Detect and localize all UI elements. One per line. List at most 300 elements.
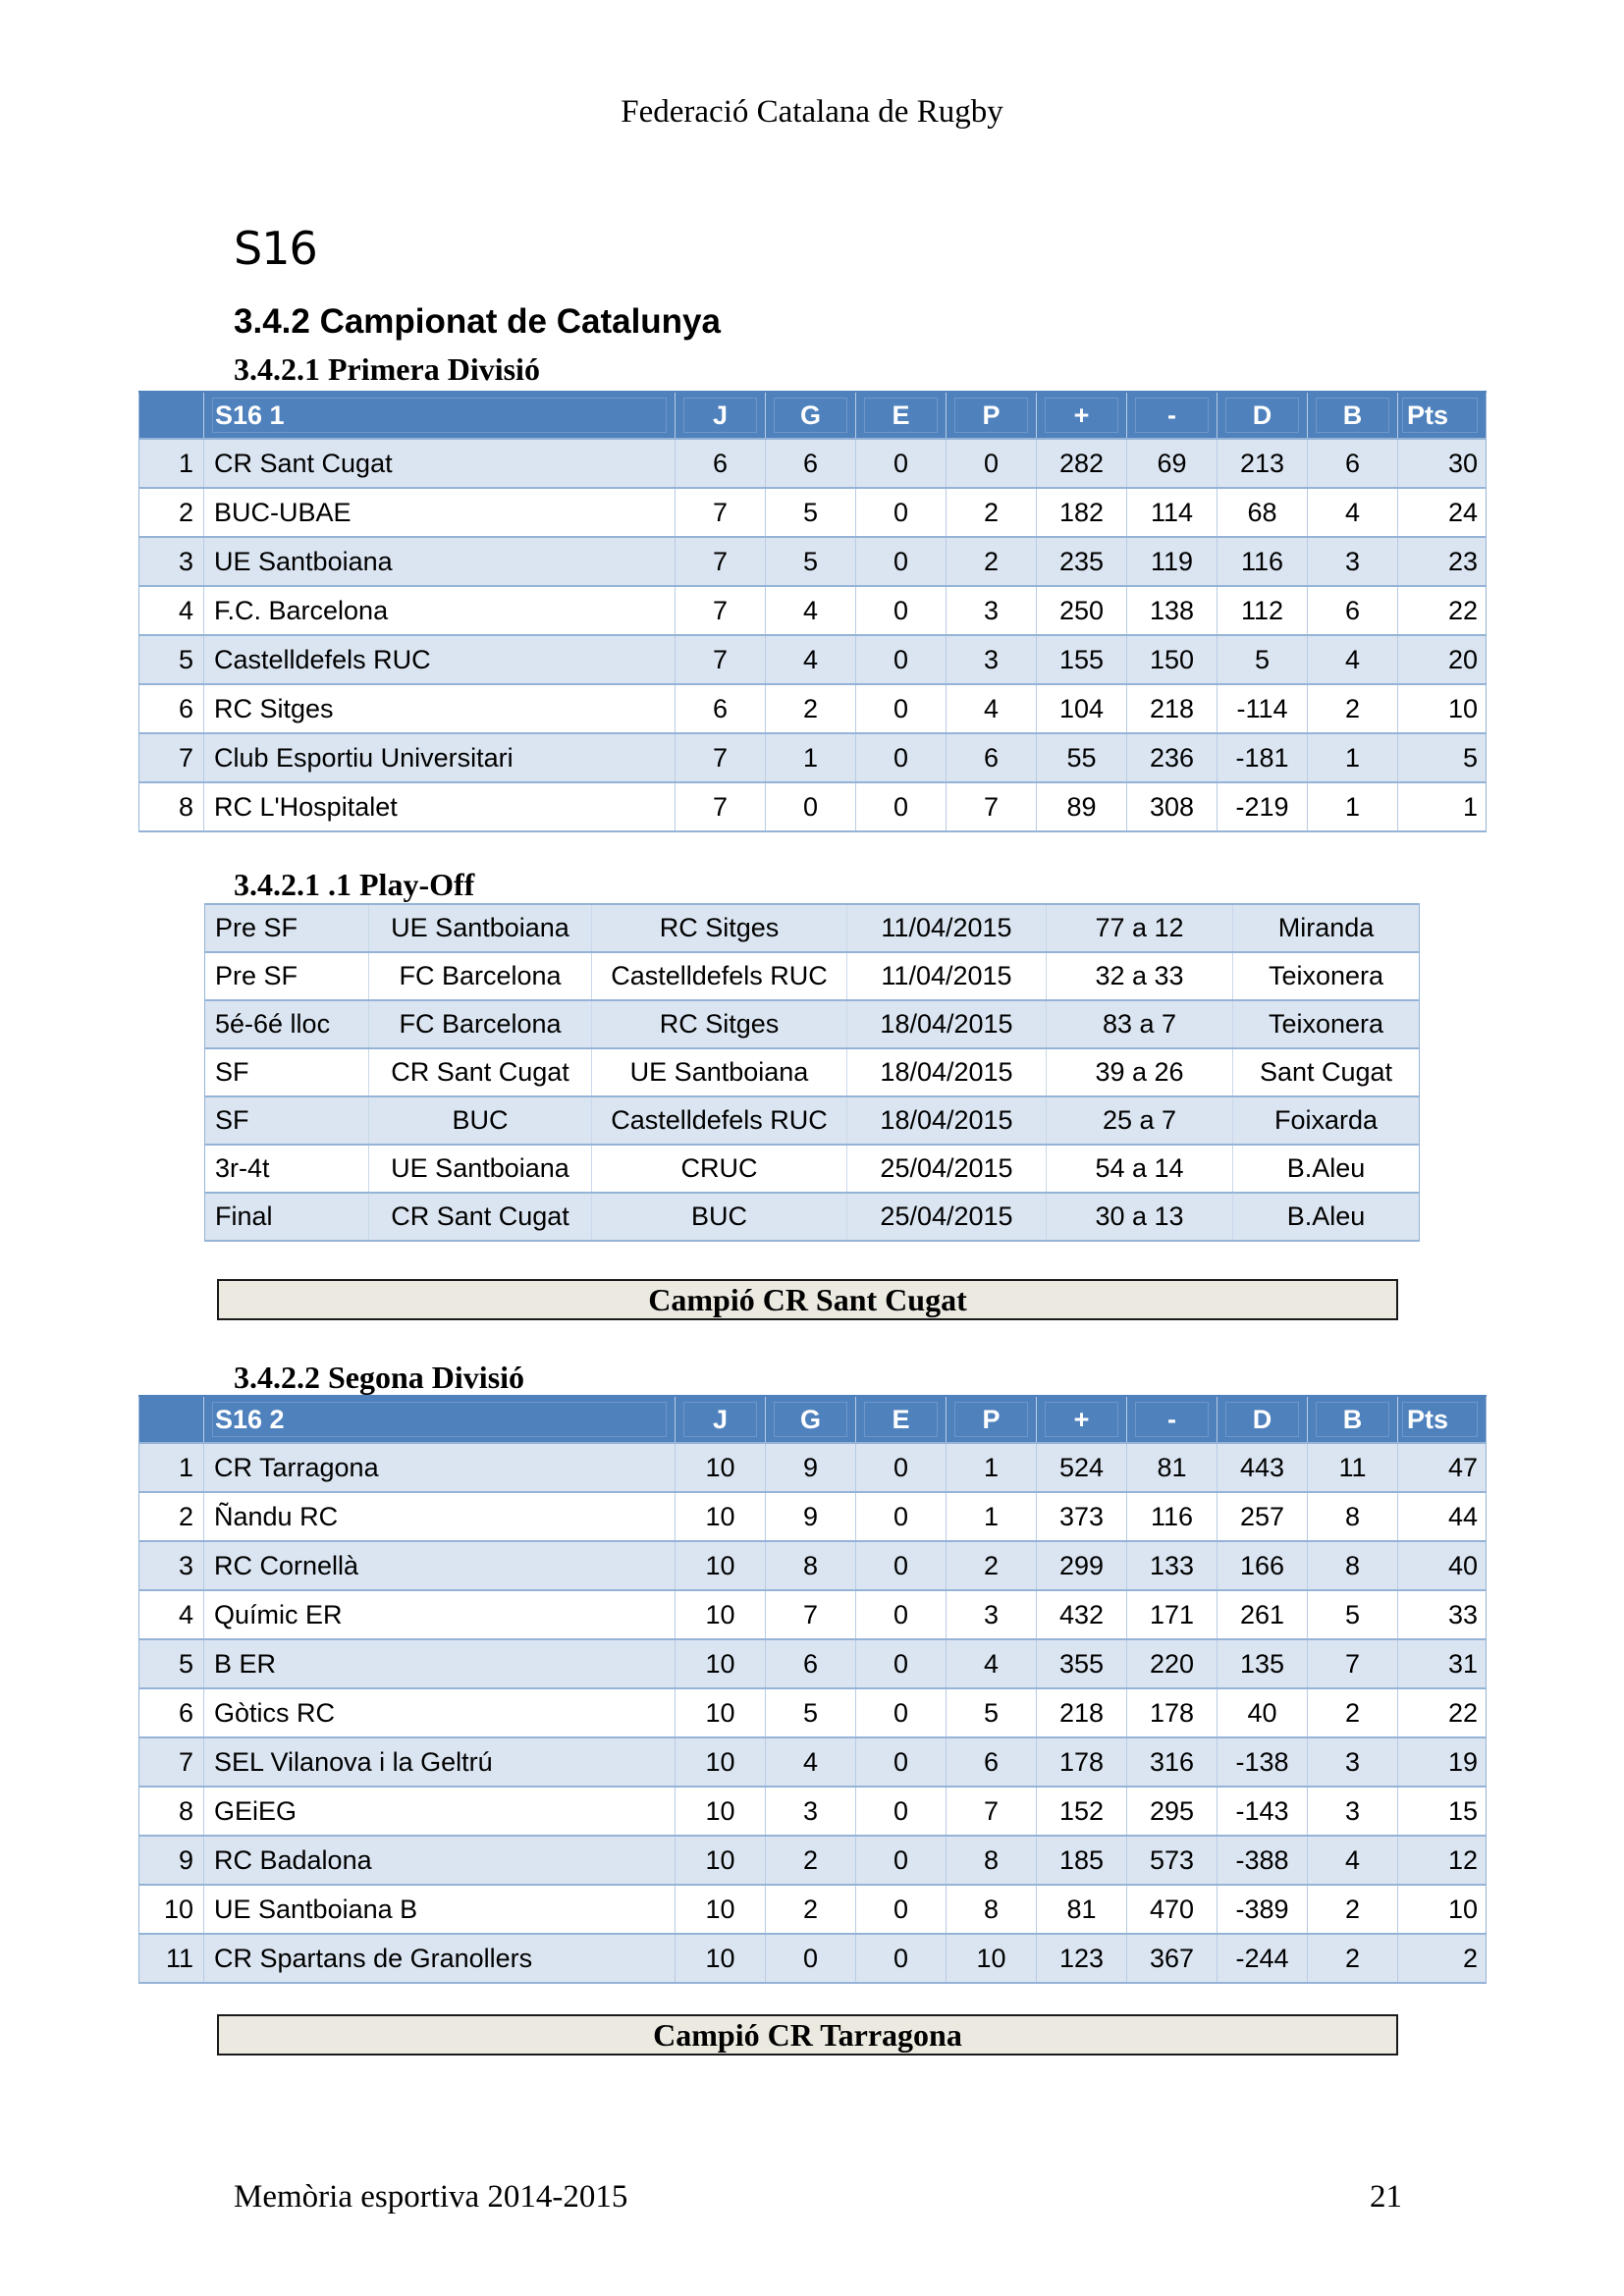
cell-bonus: 2 xyxy=(1308,1934,1398,1983)
table-row xyxy=(139,1492,1487,1541)
cell-points-against: 138 xyxy=(1127,586,1218,635)
col-won: G xyxy=(766,1396,856,1443)
cell-rank: 6 xyxy=(139,684,204,733)
cell-team: F.C. Barcelona xyxy=(204,586,676,635)
table-row xyxy=(139,733,1487,782)
col-points-for: + xyxy=(1037,1396,1127,1443)
cell-rank: 11 xyxy=(139,1934,204,1983)
cell-difference: 112 xyxy=(1218,586,1308,635)
cell-round: SF xyxy=(205,1096,369,1145)
cell-drawn: 0 xyxy=(856,1688,947,1737)
category-title: S16 xyxy=(234,222,317,275)
col-points-for: + xyxy=(1037,392,1127,439)
running-header: Federació Catalana de Rugby xyxy=(621,94,1003,130)
cell-pts: 31 xyxy=(1398,1639,1487,1688)
cell-played: 7 xyxy=(676,586,766,635)
table-row xyxy=(139,684,1487,733)
cell-date: 25/04/2015 xyxy=(847,1145,1047,1193)
cell-drawn: 0 xyxy=(856,1541,947,1590)
cell-points-for: 235 xyxy=(1037,537,1127,586)
table-row xyxy=(139,782,1487,831)
cell-played: 10 xyxy=(676,1737,766,1787)
col-team: S16 1 xyxy=(204,392,676,439)
cell-rank: 6 xyxy=(139,1688,204,1737)
cell-won: 9 xyxy=(766,1443,856,1492)
col-won: G xyxy=(766,392,856,439)
cell-team: BUC-UBAE xyxy=(204,488,676,537)
cell-points-against: 119 xyxy=(1127,537,1218,586)
cell-difference: -244 xyxy=(1218,1934,1308,1983)
cell-won: 5 xyxy=(766,1688,856,1737)
cell-bonus: 3 xyxy=(1308,1787,1398,1836)
cell-bonus: 3 xyxy=(1308,1737,1398,1787)
cell-rank: 4 xyxy=(139,1590,204,1639)
col-drawn: E xyxy=(856,392,947,439)
cell-points-for: 250 xyxy=(1037,586,1127,635)
cell-lost: 8 xyxy=(947,1836,1037,1885)
cell-played: 7 xyxy=(676,635,766,684)
col-bonus: B xyxy=(1308,392,1398,439)
cell-played: 10 xyxy=(676,1934,766,1983)
cell-won: 6 xyxy=(766,1639,856,1688)
cell-lost: 0 xyxy=(947,439,1037,488)
col-lost: P xyxy=(947,1396,1037,1443)
cell-points-for: 55 xyxy=(1037,733,1127,782)
cell-bonus: 2 xyxy=(1308,684,1398,733)
cell-points-against: 81 xyxy=(1127,1443,1218,1492)
match-row xyxy=(205,1145,1420,1193)
cell-venue: Miranda xyxy=(1233,904,1420,952)
cell-date: 18/04/2015 xyxy=(847,1048,1047,1096)
cell-drawn: 0 xyxy=(856,1787,947,1836)
cell-team: CR Tarragona xyxy=(204,1443,676,1492)
cell-pts: 47 xyxy=(1398,1443,1487,1492)
cell-team: B ER xyxy=(204,1639,676,1688)
cell-pts: 22 xyxy=(1398,586,1487,635)
cell-rank: 4 xyxy=(139,586,204,635)
cell-bonus: 6 xyxy=(1308,439,1398,488)
cell-home-team: CR Sant Cugat xyxy=(369,1193,592,1241)
cell-away-team: CRUC xyxy=(592,1145,847,1193)
cell-score: 83 a 7 xyxy=(1047,1000,1233,1048)
cell-lost: 6 xyxy=(947,733,1037,782)
cell-lost: 2 xyxy=(947,488,1037,537)
col-bonus: B xyxy=(1308,1396,1398,1443)
cell-drawn: 0 xyxy=(856,733,947,782)
cell-points-against: 236 xyxy=(1127,733,1218,782)
cell-lost: 2 xyxy=(947,537,1037,586)
cell-lost: 2 xyxy=(947,1541,1037,1590)
match-row xyxy=(205,904,1420,952)
cell-away-team: Castelldefels RUC xyxy=(592,952,847,1000)
cell-won: 5 xyxy=(766,488,856,537)
cell-bonus: 4 xyxy=(1308,635,1398,684)
cell-points-against: 69 xyxy=(1127,439,1218,488)
cell-played: 6 xyxy=(676,684,766,733)
cell-pts: 10 xyxy=(1398,1885,1487,1934)
cell-rank: 8 xyxy=(139,782,204,831)
cell-pts: 30 xyxy=(1398,439,1487,488)
cell-drawn: 0 xyxy=(856,1836,947,1885)
cell-round: Final xyxy=(205,1193,369,1241)
cell-home-team: BUC xyxy=(369,1096,592,1145)
champion-banner-segona: Campió CR Tarragona xyxy=(217,2014,1398,2056)
table-row xyxy=(139,1737,1487,1787)
table-row xyxy=(139,1639,1487,1688)
cell-team: GEiEG xyxy=(204,1787,676,1836)
cell-lost: 3 xyxy=(947,635,1037,684)
table-row xyxy=(139,1885,1487,1934)
cell-difference: 5 xyxy=(1218,635,1308,684)
cell-lost: 5 xyxy=(947,1688,1037,1737)
cell-drawn: 0 xyxy=(856,782,947,831)
cell-pts: 12 xyxy=(1398,1836,1487,1885)
match-row xyxy=(205,1000,1420,1048)
cell-pts: 22 xyxy=(1398,1688,1487,1737)
cell-points-for: 123 xyxy=(1037,1934,1127,1983)
cell-points-for: 178 xyxy=(1037,1737,1127,1787)
cell-drawn: 0 xyxy=(856,1443,947,1492)
cell-played: 10 xyxy=(676,1443,766,1492)
cell-won: 4 xyxy=(766,586,856,635)
col-pts: Pts xyxy=(1398,392,1487,439)
col-points-against: - xyxy=(1127,1396,1218,1443)
cell-score: 54 a 14 xyxy=(1047,1145,1233,1193)
cell-venue: Sant Cugat xyxy=(1233,1048,1420,1096)
cell-bonus: 5 xyxy=(1308,1590,1398,1639)
section-title: 3.4.2 Campionat de Catalunya xyxy=(234,302,721,341)
cell-played: 10 xyxy=(676,1836,766,1885)
cell-home-team: FC Barcelona xyxy=(369,952,592,1000)
cell-bonus: 6 xyxy=(1308,586,1398,635)
cell-drawn: 0 xyxy=(856,537,947,586)
cell-drawn: 0 xyxy=(856,1492,947,1541)
cell-lost: 7 xyxy=(947,782,1037,831)
cell-away-team: RC Sitges xyxy=(592,904,847,952)
cell-bonus: 8 xyxy=(1308,1541,1398,1590)
table-row xyxy=(139,488,1487,537)
cell-difference: -388 xyxy=(1218,1836,1308,1885)
cell-pts: 40 xyxy=(1398,1541,1487,1590)
cell-venue: Teixonera xyxy=(1233,952,1420,1000)
cell-lost: 4 xyxy=(947,684,1037,733)
table-row xyxy=(139,439,1487,488)
footer-title: Memòria esportiva 2014-2015 xyxy=(234,2179,628,2215)
col-pts: Pts xyxy=(1398,1396,1487,1443)
cell-away-team: UE Santboiana xyxy=(592,1048,847,1096)
cell-home-team: CR Sant Cugat xyxy=(369,1048,592,1096)
cell-bonus: 11 xyxy=(1308,1443,1398,1492)
cell-score: 39 a 26 xyxy=(1047,1048,1233,1096)
cell-team: RC L'Hospitalet xyxy=(204,782,676,831)
cell-difference: -181 xyxy=(1218,733,1308,782)
cell-lost: 1 xyxy=(947,1443,1037,1492)
cell-difference: 40 xyxy=(1218,1688,1308,1737)
table-row xyxy=(139,1443,1487,1492)
cell-pts: 23 xyxy=(1398,537,1487,586)
cell-team: UE Santboiana B xyxy=(204,1885,676,1934)
cell-rank: 5 xyxy=(139,1639,204,1688)
cell-played: 7 xyxy=(676,733,766,782)
table-row xyxy=(139,1934,1487,1983)
cell-lost: 3 xyxy=(947,1590,1037,1639)
cell-points-for: 373 xyxy=(1037,1492,1127,1541)
primera-divisio-table xyxy=(138,391,1487,832)
cell-lost: 7 xyxy=(947,1787,1037,1836)
cell-difference: -114 xyxy=(1218,684,1308,733)
cell-team: Gòtics RC xyxy=(204,1688,676,1737)
cell-points-against: 116 xyxy=(1127,1492,1218,1541)
cell-difference: 135 xyxy=(1218,1639,1308,1688)
cell-score: 32 a 33 xyxy=(1047,952,1233,1000)
cell-difference: 166 xyxy=(1218,1541,1308,1590)
cell-venue: B.Aleu xyxy=(1233,1145,1420,1193)
cell-date: 18/04/2015 xyxy=(847,1096,1047,1145)
cell-won: 0 xyxy=(766,1934,856,1983)
cell-pts: 5 xyxy=(1398,733,1487,782)
cell-points-against: 308 xyxy=(1127,782,1218,831)
cell-bonus: 4 xyxy=(1308,488,1398,537)
cell-round: Pre SF xyxy=(205,952,369,1000)
cell-won: 3 xyxy=(766,1787,856,1836)
match-row xyxy=(205,1096,1420,1145)
cell-won: 5 xyxy=(766,537,856,586)
cell-played: 7 xyxy=(676,488,766,537)
cell-pts: 15 xyxy=(1398,1787,1487,1836)
cell-rank: 3 xyxy=(139,537,204,586)
cell-team: Castelldefels RUC xyxy=(204,635,676,684)
cell-won: 4 xyxy=(766,635,856,684)
col-lost: P xyxy=(947,392,1037,439)
cell-played: 6 xyxy=(676,439,766,488)
cell-bonus: 1 xyxy=(1308,733,1398,782)
cell-pts: 33 xyxy=(1398,1590,1487,1639)
table-header-row xyxy=(139,1396,1487,1443)
cell-points-against: 114 xyxy=(1127,488,1218,537)
table-row xyxy=(139,1787,1487,1836)
cell-won: 1 xyxy=(766,733,856,782)
cell-team: CR Spartans de Granollers xyxy=(204,1934,676,1983)
cell-drawn: 0 xyxy=(856,1737,947,1787)
cell-pts: 10 xyxy=(1398,684,1487,733)
cell-drawn: 0 xyxy=(856,439,947,488)
cell-difference: 116 xyxy=(1218,537,1308,586)
cell-lost: 6 xyxy=(947,1737,1037,1787)
cell-won: 9 xyxy=(766,1492,856,1541)
cell-played: 7 xyxy=(676,537,766,586)
cell-drawn: 0 xyxy=(856,1885,947,1934)
cell-pts: 20 xyxy=(1398,635,1487,684)
cell-date: 25/04/2015 xyxy=(847,1193,1047,1241)
cell-rank: 1 xyxy=(139,439,204,488)
cell-difference: -138 xyxy=(1218,1737,1308,1787)
cell-points-against: 171 xyxy=(1127,1590,1218,1639)
cell-points-against: 178 xyxy=(1127,1688,1218,1737)
table-row xyxy=(139,586,1487,635)
cell-date: 11/04/2015 xyxy=(847,904,1047,952)
cell-team: RC Cornellà xyxy=(204,1541,676,1590)
cell-difference: -389 xyxy=(1218,1885,1308,1934)
cell-drawn: 0 xyxy=(856,1590,947,1639)
segona-divisio-heading: 3.4.2.2 Segona Divisió xyxy=(234,1360,525,1395)
primera-divisio-heading: 3.4.2.1 Primera Divisió xyxy=(234,351,540,387)
cell-points-against: 470 xyxy=(1127,1885,1218,1934)
cell-rank: 3 xyxy=(139,1541,204,1590)
cell-rank: 10 xyxy=(139,1885,204,1934)
cell-lost: 3 xyxy=(947,586,1037,635)
cell-rank: 7 xyxy=(139,733,204,782)
cell-drawn: 0 xyxy=(856,1639,947,1688)
cell-drawn: 0 xyxy=(856,684,947,733)
cell-venue: Foixarda xyxy=(1233,1096,1420,1145)
cell-pts: 19 xyxy=(1398,1737,1487,1787)
cell-played: 10 xyxy=(676,1688,766,1737)
cell-rank: 2 xyxy=(139,488,204,537)
table-row xyxy=(139,537,1487,586)
cell-played: 7 xyxy=(676,782,766,831)
cell-points-for: 185 xyxy=(1037,1836,1127,1885)
cell-pts: 44 xyxy=(1398,1492,1487,1541)
cell-team: RC Badalona xyxy=(204,1836,676,1885)
cell-team: Químic ER xyxy=(204,1590,676,1639)
cell-difference: 261 xyxy=(1218,1590,1308,1639)
cell-bonus: 4 xyxy=(1308,1836,1398,1885)
playoff-table xyxy=(204,903,1420,1242)
cell-played: 10 xyxy=(676,1885,766,1934)
cell-round: 3r-4t xyxy=(205,1145,369,1193)
cell-team: SEL Vilanova i la Geltrú xyxy=(204,1737,676,1787)
playoff-heading: 3.4.2.1 .1 Play-Off xyxy=(234,867,475,902)
table-row xyxy=(139,1590,1487,1639)
cell-away-team: Castelldefels RUC xyxy=(592,1096,847,1145)
cell-bonus: 3 xyxy=(1308,537,1398,586)
cell-played: 10 xyxy=(676,1639,766,1688)
cell-rank: 5 xyxy=(139,635,204,684)
cell-drawn: 0 xyxy=(856,488,947,537)
table-row xyxy=(139,1836,1487,1885)
col-rank xyxy=(139,1396,204,1443)
cell-bonus: 2 xyxy=(1308,1688,1398,1737)
cell-points-against: 367 xyxy=(1127,1934,1218,1983)
cell-points-for: 432 xyxy=(1037,1590,1127,1639)
cell-pts: 24 xyxy=(1398,488,1487,537)
cell-rank: 1 xyxy=(139,1443,204,1492)
cell-score: 25 a 7 xyxy=(1047,1096,1233,1145)
cell-points-against: 133 xyxy=(1127,1541,1218,1590)
cell-points-for: 81 xyxy=(1037,1885,1127,1934)
cell-difference: -219 xyxy=(1218,782,1308,831)
cell-drawn: 0 xyxy=(856,1934,947,1983)
col-difference: D xyxy=(1218,392,1308,439)
col-played: J xyxy=(676,392,766,439)
col-drawn: E xyxy=(856,1396,947,1443)
cell-bonus: 2 xyxy=(1308,1885,1398,1934)
champion-banner-primera: Campió CR Sant Cugat xyxy=(217,1279,1398,1320)
cell-rank: 9 xyxy=(139,1836,204,1885)
cell-round: SF xyxy=(205,1048,369,1096)
cell-venue: Teixonera xyxy=(1233,1000,1420,1048)
cell-date: 18/04/2015 xyxy=(847,1000,1047,1048)
cell-difference: 443 xyxy=(1218,1443,1308,1492)
cell-points-for: 282 xyxy=(1037,439,1127,488)
cell-bonus: 1 xyxy=(1308,782,1398,831)
cell-difference: -143 xyxy=(1218,1787,1308,1836)
cell-difference: 68 xyxy=(1218,488,1308,537)
cell-won: 8 xyxy=(766,1541,856,1590)
cell-bonus: 8 xyxy=(1308,1492,1398,1541)
cell-points-for: 355 xyxy=(1037,1639,1127,1688)
cell-score: 30 a 13 xyxy=(1047,1193,1233,1241)
cell-won: 2 xyxy=(766,1885,856,1934)
col-team: S16 2 xyxy=(204,1396,676,1443)
cell-played: 10 xyxy=(676,1590,766,1639)
match-row xyxy=(205,1193,1420,1241)
cell-won: 6 xyxy=(766,439,856,488)
cell-home-team: UE Santboiana xyxy=(369,1145,592,1193)
cell-team: RC Sitges xyxy=(204,684,676,733)
table-header-row xyxy=(139,392,1487,439)
cell-points-for: 104 xyxy=(1037,684,1127,733)
cell-won: 0 xyxy=(766,782,856,831)
cell-home-team: FC Barcelona xyxy=(369,1000,592,1048)
cell-bonus: 7 xyxy=(1308,1639,1398,1688)
cell-won: 7 xyxy=(766,1590,856,1639)
table-row xyxy=(139,635,1487,684)
col-difference: D xyxy=(1218,1396,1308,1443)
cell-points-against: 220 xyxy=(1127,1639,1218,1688)
table-row xyxy=(139,1688,1487,1737)
cell-venue: B.Aleu xyxy=(1233,1193,1420,1241)
cell-round: 5é-6é lloc xyxy=(205,1000,369,1048)
cell-rank: 8 xyxy=(139,1787,204,1836)
col-points-against: - xyxy=(1127,392,1218,439)
match-row xyxy=(205,1048,1420,1096)
cell-played: 10 xyxy=(676,1787,766,1836)
cell-date: 11/04/2015 xyxy=(847,952,1047,1000)
cell-lost: 8 xyxy=(947,1885,1037,1934)
cell-points-against: 295 xyxy=(1127,1787,1218,1836)
cell-points-for: 524 xyxy=(1037,1443,1127,1492)
table-row xyxy=(139,1541,1487,1590)
cell-lost: 1 xyxy=(947,1492,1037,1541)
cell-round: Pre SF xyxy=(205,904,369,952)
cell-points-for: 299 xyxy=(1037,1541,1127,1590)
col-rank xyxy=(139,392,204,439)
cell-played: 10 xyxy=(676,1492,766,1541)
cell-home-team: UE Santboiana xyxy=(369,904,592,952)
cell-team: Ñandu RC xyxy=(204,1492,676,1541)
cell-team: UE Santboiana xyxy=(204,537,676,586)
match-row xyxy=(205,952,1420,1000)
cell-points-for: 155 xyxy=(1037,635,1127,684)
cell-points-for: 182 xyxy=(1037,488,1127,537)
cell-team: Club Esportiu Universitari xyxy=(204,733,676,782)
cell-points-against: 316 xyxy=(1127,1737,1218,1787)
cell-drawn: 0 xyxy=(856,586,947,635)
cell-score: 77 a 12 xyxy=(1047,904,1233,952)
cell-lost: 10 xyxy=(947,1934,1037,1983)
cell-points-for: 89 xyxy=(1037,782,1127,831)
cell-won: 4 xyxy=(766,1737,856,1787)
cell-points-against: 573 xyxy=(1127,1836,1218,1885)
cell-rank: 7 xyxy=(139,1737,204,1787)
cell-points-for: 218 xyxy=(1037,1688,1127,1737)
page-number: 21 xyxy=(1370,2179,1402,2215)
cell-rank: 2 xyxy=(139,1492,204,1541)
cell-points-against: 218 xyxy=(1127,684,1218,733)
cell-drawn: 0 xyxy=(856,635,947,684)
cell-pts: 2 xyxy=(1398,1934,1487,1983)
